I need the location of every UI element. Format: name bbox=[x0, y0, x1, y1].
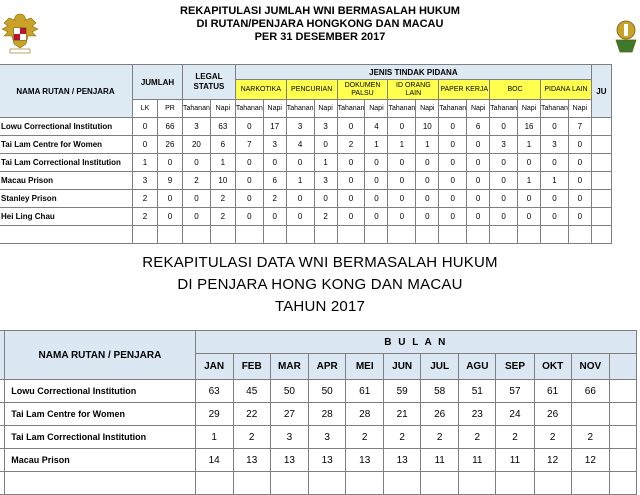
row-value: 45 bbox=[233, 380, 270, 403]
row-value: 1 bbox=[365, 136, 388, 154]
row-value: 0 bbox=[439, 118, 467, 136]
row-value: 0 bbox=[416, 154, 439, 172]
table-row bbox=[0, 449, 637, 472]
table-row bbox=[0, 472, 637, 495]
row-value: 0 bbox=[518, 208, 541, 226]
row-value: 63 bbox=[195, 380, 233, 403]
row-value: 0 bbox=[388, 118, 416, 136]
report2-title-line-3: TAHUN 2017 bbox=[274, 298, 366, 315]
row-value: 0 bbox=[286, 208, 314, 226]
row-value: 0 bbox=[416, 190, 439, 208]
report1-pr-header: PR bbox=[158, 100, 183, 118]
row-value: 0 bbox=[314, 136, 337, 154]
report1-tahanan-header: Tahanan bbox=[183, 100, 211, 118]
row-value bbox=[571, 472, 609, 495]
report1-legal-status-header: LEGAL STATUS bbox=[183, 65, 236, 100]
row-value: 2 bbox=[263, 190, 286, 208]
row-value bbox=[571, 403, 609, 426]
row-value: 0 bbox=[337, 190, 365, 208]
row-value: 0 bbox=[416, 172, 439, 190]
row-value: 4 bbox=[286, 136, 314, 154]
row-value: 26 bbox=[534, 403, 571, 426]
row-value: 26 bbox=[421, 403, 459, 426]
month-header: FEB bbox=[233, 354, 270, 380]
row-value: 3 bbox=[490, 136, 518, 154]
row-value: 0 bbox=[490, 172, 518, 190]
report1-crime-header: PIDANA LAIN bbox=[541, 80, 592, 100]
row-value: 0 bbox=[439, 190, 467, 208]
row-value: 0 bbox=[235, 118, 263, 136]
row-value bbox=[183, 226, 211, 244]
report1-crime-header: DOKUMEN PALSU bbox=[337, 80, 388, 100]
row-value: 0 bbox=[235, 208, 263, 226]
row-value: 0 bbox=[388, 190, 416, 208]
row-value bbox=[416, 226, 439, 244]
row-value: 1 bbox=[286, 172, 314, 190]
row-value bbox=[314, 226, 337, 244]
row-value: 0 bbox=[416, 208, 439, 226]
report1-crime-tahanan-header: Tahanan bbox=[439, 100, 467, 118]
row-value: 22 bbox=[233, 403, 270, 426]
row-value: 0 bbox=[439, 172, 467, 190]
row-value bbox=[490, 226, 518, 244]
row-value: 9 bbox=[158, 172, 183, 190]
row-value: 63 bbox=[210, 118, 235, 136]
row-value: 7 bbox=[235, 136, 263, 154]
row-value: 0 bbox=[314, 190, 337, 208]
row-value: 13 bbox=[346, 449, 384, 472]
row-value: 3 bbox=[314, 172, 337, 190]
row-value: 0 bbox=[467, 154, 490, 172]
row-cut-cell bbox=[609, 472, 636, 495]
row-value: 50 bbox=[270, 380, 308, 403]
row-value bbox=[309, 472, 346, 495]
report2-title-line-2: DI PENJARA HONG KONG DAN MACAU bbox=[177, 276, 463, 293]
row-value: 1 bbox=[210, 154, 235, 172]
row-value bbox=[421, 472, 459, 495]
row-value bbox=[459, 472, 496, 495]
row-value: 3 bbox=[133, 172, 158, 190]
row-value: 10 bbox=[210, 172, 235, 190]
report1-crime-header: NARKOTIKA bbox=[235, 80, 286, 100]
row-value: 50 bbox=[309, 380, 346, 403]
row-value bbox=[233, 472, 270, 495]
row-value: 0 bbox=[263, 208, 286, 226]
row-value: 13 bbox=[309, 449, 346, 472]
row-value: 11 bbox=[421, 449, 459, 472]
row-value: 2 bbox=[534, 426, 571, 449]
row-value: 1 bbox=[518, 136, 541, 154]
row-value: 66 bbox=[571, 380, 609, 403]
row-value bbox=[270, 472, 308, 495]
row-cut-cell bbox=[591, 172, 611, 190]
row-value: 0 bbox=[133, 136, 158, 154]
row-value: 0 bbox=[388, 172, 416, 190]
row-value: 11 bbox=[496, 449, 534, 472]
row-value: 0 bbox=[183, 208, 211, 226]
row-value: 0 bbox=[568, 154, 591, 172]
row-value: 1 bbox=[195, 426, 233, 449]
row-value: 17 bbox=[263, 118, 286, 136]
report1-jenis-header: JENIS TINDAK PIDANA bbox=[235, 65, 591, 80]
report1-title-line-2: DI RUTAN/PENJARA HONGKONG DAN MACAU bbox=[196, 18, 444, 30]
report1-crime-tahanan-header: Tahanan bbox=[388, 100, 416, 118]
row-value: 1 bbox=[518, 172, 541, 190]
row-value: 1 bbox=[314, 154, 337, 172]
row-cut-cell bbox=[609, 380, 636, 403]
row-value: 0 bbox=[365, 154, 388, 172]
report1-crime-header: BOC bbox=[490, 80, 541, 100]
report1-crime-tahanan-header: Tahanan bbox=[286, 100, 314, 118]
month-header: JAN bbox=[195, 354, 233, 380]
row-value bbox=[518, 226, 541, 244]
table-row bbox=[0, 226, 611, 244]
row-value: 0 bbox=[263, 154, 286, 172]
report1-table bbox=[0, 64, 612, 244]
report1-crime-header: ID ORANG LAIN bbox=[388, 80, 439, 100]
row-value: 0 bbox=[235, 190, 263, 208]
row-value: 28 bbox=[346, 403, 384, 426]
row-value bbox=[388, 226, 416, 244]
row-value: 0 bbox=[158, 190, 183, 208]
row-value: 13 bbox=[270, 449, 308, 472]
row-value bbox=[496, 472, 534, 495]
report1-crime-tahanan-header: Tahanan bbox=[337, 100, 365, 118]
row-value bbox=[439, 226, 467, 244]
row-value: 0 bbox=[467, 208, 490, 226]
row-value bbox=[384, 472, 421, 495]
row-value: 0 bbox=[568, 136, 591, 154]
row-value: 7 bbox=[568, 118, 591, 136]
row-value: 2 bbox=[210, 190, 235, 208]
row-value bbox=[158, 226, 183, 244]
row-name: Lowu Correctional Institution bbox=[5, 380, 195, 403]
row-value: 3 bbox=[541, 136, 569, 154]
row-value bbox=[467, 226, 490, 244]
row-value: 0 bbox=[568, 190, 591, 208]
row-value bbox=[286, 226, 314, 244]
row-value: 58 bbox=[421, 380, 459, 403]
row-value: 6 bbox=[263, 172, 286, 190]
row-cut-cell bbox=[591, 190, 611, 208]
report2-bulan-header: B U L A N bbox=[195, 331, 636, 354]
table-row bbox=[0, 208, 611, 226]
row-value: 61 bbox=[534, 380, 571, 403]
row-value: 0 bbox=[158, 154, 183, 172]
row-value: 0 bbox=[568, 172, 591, 190]
row-name bbox=[5, 472, 195, 495]
row-value bbox=[133, 226, 158, 244]
row-value: 1 bbox=[388, 136, 416, 154]
row-value: 2 bbox=[384, 426, 421, 449]
month-header: OKT bbox=[534, 354, 571, 380]
row-value: 2 bbox=[459, 426, 496, 449]
row-value: 2 bbox=[233, 426, 270, 449]
row-value: 0 bbox=[568, 208, 591, 226]
report1-crime-tahanan-header: Tahanan bbox=[541, 100, 569, 118]
row-value: 23 bbox=[459, 403, 496, 426]
row-value: 0 bbox=[541, 208, 569, 226]
row-value: 0 bbox=[337, 154, 365, 172]
row-value: 59 bbox=[384, 380, 421, 403]
row-name: Lowu Correctional Institution bbox=[0, 118, 133, 136]
row-value: 0 bbox=[490, 118, 518, 136]
row-value: 3 bbox=[270, 426, 308, 449]
table-row bbox=[0, 172, 611, 190]
row-value: 10 bbox=[416, 118, 439, 136]
row-name: Macau Prison bbox=[5, 449, 195, 472]
row-value: 2 bbox=[183, 172, 211, 190]
row-cut-cell bbox=[609, 426, 636, 449]
report1-crime-napi-header: Napi bbox=[518, 100, 541, 118]
row-value: 0 bbox=[388, 208, 416, 226]
report1-cut-header: JU bbox=[591, 65, 611, 118]
row-value: 0 bbox=[541, 190, 569, 208]
month-header: APR bbox=[309, 354, 346, 380]
report1-crime-tahanan-header: Tahanan bbox=[490, 100, 518, 118]
row-value bbox=[263, 226, 286, 244]
row-name: Tai Lam Centre for Women bbox=[5, 403, 195, 426]
row-name: Hei Ling Chau bbox=[0, 208, 133, 226]
report1-napi-header: Napi bbox=[210, 100, 235, 118]
row-value: 0 bbox=[541, 154, 569, 172]
row-name: Tai Lam Centre for Women bbox=[0, 136, 133, 154]
month-header: AGU bbox=[459, 354, 496, 380]
report1-crime-napi-header: Napi bbox=[416, 100, 439, 118]
row-value: 51 bbox=[459, 380, 496, 403]
row-value: 3 bbox=[314, 118, 337, 136]
row-cut-cell bbox=[609, 449, 636, 472]
report1-jumlah-header: JUMLAH bbox=[133, 65, 183, 100]
row-value: 0 bbox=[286, 190, 314, 208]
row-value: 4 bbox=[365, 118, 388, 136]
row-value: 0 bbox=[133, 118, 158, 136]
row-value bbox=[568, 226, 591, 244]
row-value: 0 bbox=[490, 208, 518, 226]
month-header: JUL bbox=[421, 354, 459, 380]
report1-lk-header: LK bbox=[133, 100, 158, 118]
row-value: 26 bbox=[158, 136, 183, 154]
row-value: 0 bbox=[439, 208, 467, 226]
row-value: 0 bbox=[541, 118, 569, 136]
report1-crime-napi-header: Napi bbox=[467, 100, 490, 118]
report1-crime-napi-header: Napi bbox=[365, 100, 388, 118]
row-name: Tai Lam Correctional Institution bbox=[0, 154, 133, 172]
row-value: 0 bbox=[183, 154, 211, 172]
table-row bbox=[0, 426, 637, 449]
report2-title-line-1: REKAPITULASI DATA WNI BERMASALAH HUKUM bbox=[142, 254, 498, 271]
table-row bbox=[0, 118, 611, 136]
row-cut-cell bbox=[591, 226, 611, 244]
row-value: 0 bbox=[467, 190, 490, 208]
row-value bbox=[365, 226, 388, 244]
table-row bbox=[0, 190, 611, 208]
row-value: 0 bbox=[518, 154, 541, 172]
row-value: 12 bbox=[571, 449, 609, 472]
row-value: 0 bbox=[467, 172, 490, 190]
row-value bbox=[210, 226, 235, 244]
row-value: 3 bbox=[286, 118, 314, 136]
report1-crime-header: PAPER KERJA bbox=[439, 80, 490, 100]
report1-crime-tahanan-header: Tahanan bbox=[235, 100, 263, 118]
report1-name-header: NAMA RUTAN / PENJARA bbox=[0, 65, 133, 118]
row-value: 1 bbox=[133, 154, 158, 172]
row-value: 0 bbox=[365, 190, 388, 208]
row-value: 3 bbox=[309, 426, 346, 449]
report2-table bbox=[0, 330, 637, 495]
row-value: 14 bbox=[195, 449, 233, 472]
row-value: 2 bbox=[571, 426, 609, 449]
row-value: 0 bbox=[365, 208, 388, 226]
row-value bbox=[195, 472, 233, 495]
table-row bbox=[0, 380, 637, 403]
month-header: JUN bbox=[384, 354, 421, 380]
row-value: 0 bbox=[365, 172, 388, 190]
row-value: 1 bbox=[416, 136, 439, 154]
row-value: 12 bbox=[534, 449, 571, 472]
table-row bbox=[0, 136, 611, 154]
row-value bbox=[346, 472, 384, 495]
row-value: 0 bbox=[158, 208, 183, 226]
row-value: 1 bbox=[541, 172, 569, 190]
row-value bbox=[541, 226, 569, 244]
row-value: 2 bbox=[346, 426, 384, 449]
row-value: 2 bbox=[337, 136, 365, 154]
row-cut-cell bbox=[609, 403, 636, 426]
row-cut-cell bbox=[591, 208, 611, 226]
row-value: 0 bbox=[467, 136, 490, 154]
row-value: 27 bbox=[270, 403, 308, 426]
report1-title-line-3: PER 31 DESEMBER 2017 bbox=[254, 31, 386, 43]
row-value: 61 bbox=[346, 380, 384, 403]
row-name bbox=[0, 226, 133, 244]
row-value: 21 bbox=[384, 403, 421, 426]
row-value: 66 bbox=[158, 118, 183, 136]
row-name: Tai Lam Correctional Institution bbox=[5, 426, 195, 449]
month-header: NOV bbox=[571, 354, 609, 380]
row-value: 11 bbox=[459, 449, 496, 472]
report1-crime-napi-header: Napi bbox=[314, 100, 337, 118]
month-header-cut bbox=[609, 354, 636, 380]
row-value: 0 bbox=[235, 154, 263, 172]
row-value: 13 bbox=[233, 449, 270, 472]
row-value: 0 bbox=[439, 154, 467, 172]
row-value: 2 bbox=[496, 426, 534, 449]
row-name: Macau Prison bbox=[0, 172, 133, 190]
row-value bbox=[235, 226, 263, 244]
month-header: MEI bbox=[346, 354, 384, 380]
row-value: 0 bbox=[490, 190, 518, 208]
row-value: 2 bbox=[314, 208, 337, 226]
row-value: 57 bbox=[496, 380, 534, 403]
row-value bbox=[534, 472, 571, 495]
month-header: MAR bbox=[270, 354, 308, 380]
row-value: 3 bbox=[183, 118, 211, 136]
month-header: SEP bbox=[496, 354, 534, 380]
row-name: Stanley Prison bbox=[0, 190, 133, 208]
row-cut-cell bbox=[591, 154, 611, 172]
row-cut-cell bbox=[591, 118, 611, 136]
row-value: 29 bbox=[195, 403, 233, 426]
report1-title-line-1: REKAPITULASI JUMLAH WNI BERMASALAH HUKUM bbox=[180, 5, 460, 17]
row-value: 0 bbox=[490, 154, 518, 172]
row-value: 0 bbox=[337, 118, 365, 136]
row-value: 6 bbox=[210, 136, 235, 154]
row-value: 0 bbox=[183, 190, 211, 208]
row-value: 0 bbox=[337, 172, 365, 190]
row-value: 0 bbox=[439, 136, 467, 154]
row-value: 24 bbox=[496, 403, 534, 426]
row-value: 0 bbox=[518, 190, 541, 208]
row-value: 16 bbox=[518, 118, 541, 136]
row-value: 2 bbox=[133, 208, 158, 226]
row-value bbox=[337, 226, 365, 244]
row-value: 0 bbox=[388, 154, 416, 172]
row-value: 0 bbox=[235, 172, 263, 190]
report2-name-header: NAMA RUTAN / PENJARA bbox=[5, 331, 195, 380]
row-value: 2 bbox=[210, 208, 235, 226]
row-value: 0 bbox=[286, 154, 314, 172]
row-value: 0 bbox=[337, 208, 365, 226]
row-value: 13 bbox=[384, 449, 421, 472]
row-value: 2 bbox=[421, 426, 459, 449]
table-row bbox=[0, 154, 611, 172]
report1-crime-napi-header: Napi bbox=[263, 100, 286, 118]
row-value: 2 bbox=[133, 190, 158, 208]
row-value: 6 bbox=[467, 118, 490, 136]
report1-crime-napi-header: Napi bbox=[568, 100, 591, 118]
row-value: 20 bbox=[183, 136, 211, 154]
row-value: 3 bbox=[263, 136, 286, 154]
table-row bbox=[0, 403, 637, 426]
row-value: 28 bbox=[309, 403, 346, 426]
row-cut-cell bbox=[591, 136, 611, 154]
report1-crime-header: PENCURIAN bbox=[286, 80, 337, 100]
